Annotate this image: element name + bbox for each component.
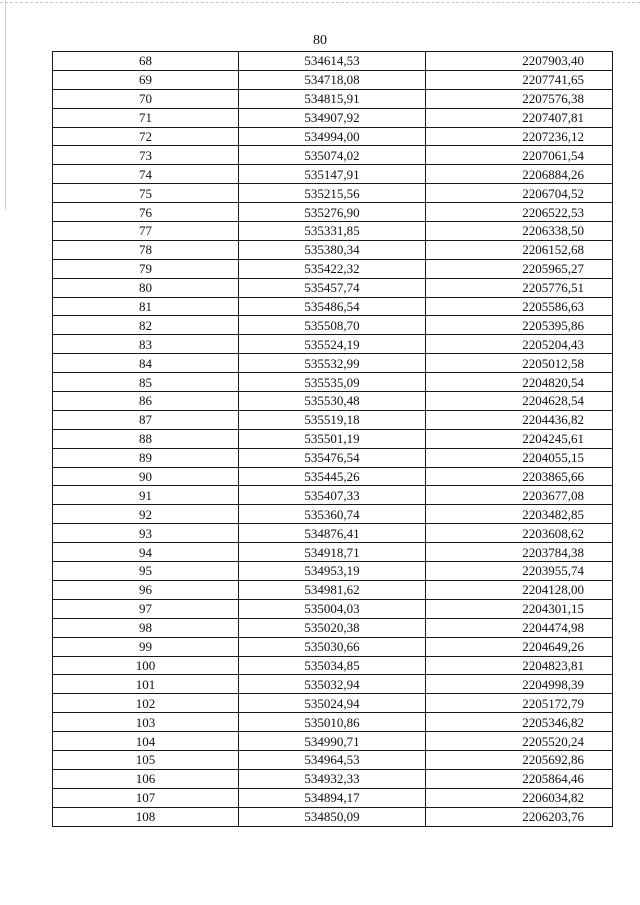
y-coordinate-cell: 2205692,86: [426, 750, 613, 769]
y-coordinate-cell: 2204820,54: [426, 373, 613, 392]
x-coordinate-cell: 534932,33: [239, 769, 426, 788]
x-coordinate-cell: 534614,53: [239, 52, 426, 71]
point-number-cell: 102: [53, 694, 239, 713]
point-number-cell: 80: [53, 278, 239, 297]
point-number-cell: 108: [53, 807, 239, 826]
y-coordinate-cell: 2203608,62: [426, 524, 613, 543]
table-row: [53, 732, 613, 751]
y-coordinate-cell: 2206338,50: [426, 222, 613, 241]
point-number-cell: 68: [53, 52, 239, 71]
table-row: [53, 599, 613, 618]
point-number-cell: 107: [53, 788, 239, 807]
y-coordinate-cell: 2207741,65: [426, 70, 613, 89]
point-number-cell: 85: [53, 373, 239, 392]
y-coordinate-cell: 2206152,68: [426, 240, 613, 259]
table-row: [53, 429, 613, 448]
table-row: [53, 656, 613, 675]
table-row: [53, 505, 613, 524]
coordinates-table-body: [53, 52, 613, 827]
y-coordinate-cell: 2207903,40: [426, 52, 613, 71]
coordinates-table: [52, 51, 613, 827]
point-number-cell: 70: [53, 89, 239, 108]
x-coordinate-cell: 534850,09: [239, 807, 426, 826]
x-coordinate-cell: 535147,91: [239, 165, 426, 184]
table-row: [53, 89, 613, 108]
x-coordinate-cell: 535331,85: [239, 222, 426, 241]
table-row: [53, 694, 613, 713]
x-coordinate-cell: 535519,18: [239, 410, 426, 429]
x-coordinate-cell: 534964,53: [239, 750, 426, 769]
table-row: [53, 524, 613, 543]
y-coordinate-cell: 2204436,82: [426, 410, 613, 429]
point-number-cell: 73: [53, 146, 239, 165]
table-row: [53, 184, 613, 203]
x-coordinate-cell: 535032,94: [239, 675, 426, 694]
table-row: [53, 769, 613, 788]
point-number-cell: 96: [53, 580, 239, 599]
table-row: [53, 259, 613, 278]
x-coordinate-cell: 534918,71: [239, 543, 426, 562]
point-number-cell: 93: [53, 524, 239, 543]
table-row: [53, 486, 613, 505]
x-coordinate-cell: 535024,94: [239, 694, 426, 713]
point-number-cell: 88: [53, 429, 239, 448]
x-coordinate-cell: 535530,48: [239, 392, 426, 411]
table-row: [53, 70, 613, 89]
x-coordinate-cell: 534981,62: [239, 580, 426, 599]
point-number-cell: 92: [53, 505, 239, 524]
point-number-cell: 86: [53, 392, 239, 411]
point-number-cell: 98: [53, 618, 239, 637]
point-number-cell: 84: [53, 354, 239, 373]
x-coordinate-cell: 534815,91: [239, 89, 426, 108]
y-coordinate-cell: 2204628,54: [426, 392, 613, 411]
x-coordinate-cell: 534994,00: [239, 127, 426, 146]
point-number-cell: 77: [53, 222, 239, 241]
point-number-cell: 106: [53, 769, 239, 788]
table-row: [53, 543, 613, 562]
table-row: [53, 562, 613, 581]
y-coordinate-cell: 2205204,43: [426, 335, 613, 354]
point-number-cell: 105: [53, 750, 239, 769]
table-row: [53, 316, 613, 335]
table-row: [53, 297, 613, 316]
y-coordinate-cell: 2205012,58: [426, 354, 613, 373]
table-row: [53, 354, 613, 373]
table-row: [53, 637, 613, 656]
table-row: [53, 240, 613, 259]
point-number-cell: 87: [53, 410, 239, 429]
x-coordinate-cell: 535215,56: [239, 184, 426, 203]
point-number-cell: 91: [53, 486, 239, 505]
scan-edge-top: [0, 2, 640, 3]
y-coordinate-cell: 2206203,76: [426, 807, 613, 826]
table-row: [53, 278, 613, 297]
y-coordinate-cell: 2207236,12: [426, 127, 613, 146]
y-coordinate-cell: 2203784,38: [426, 543, 613, 562]
point-number-cell: 89: [53, 448, 239, 467]
x-coordinate-cell: 535276,90: [239, 203, 426, 222]
scan-edge-left: [5, 0, 6, 210]
table-row: [53, 713, 613, 732]
point-number-cell: 76: [53, 203, 239, 222]
y-coordinate-cell: 2206522,53: [426, 203, 613, 222]
point-number-cell: 103: [53, 713, 239, 732]
table-row: [53, 203, 613, 222]
point-number-cell: 99: [53, 637, 239, 656]
table-row: [53, 618, 613, 637]
table-row: [53, 448, 613, 467]
table-row: [53, 788, 613, 807]
point-number-cell: 90: [53, 467, 239, 486]
y-coordinate-cell: 2204055,15: [426, 448, 613, 467]
y-coordinate-cell: 2205172,79: [426, 694, 613, 713]
x-coordinate-cell: 535407,33: [239, 486, 426, 505]
point-number-cell: 79: [53, 259, 239, 278]
x-coordinate-cell: 535360,74: [239, 505, 426, 524]
x-coordinate-cell: 535034,85: [239, 656, 426, 675]
point-number-cell: 95: [53, 562, 239, 581]
point-number-cell: 69: [53, 70, 239, 89]
y-coordinate-cell: 2207576,38: [426, 89, 613, 108]
y-coordinate-cell: 2204649,26: [426, 637, 613, 656]
y-coordinate-cell: 2204998,39: [426, 675, 613, 694]
y-coordinate-cell: 2205395,86: [426, 316, 613, 335]
table-row: [53, 410, 613, 429]
y-coordinate-cell: 2206034,82: [426, 788, 613, 807]
y-coordinate-cell: 2203482,85: [426, 505, 613, 524]
point-number-cell: 72: [53, 127, 239, 146]
table-row: [53, 127, 613, 146]
x-coordinate-cell: 535532,99: [239, 354, 426, 373]
x-coordinate-cell: 535486,54: [239, 297, 426, 316]
table-row: [53, 580, 613, 599]
y-coordinate-cell: 2205586,63: [426, 297, 613, 316]
x-coordinate-cell: 535422,32: [239, 259, 426, 278]
y-coordinate-cell: 2204823,81: [426, 656, 613, 675]
table-row: [53, 52, 613, 71]
x-coordinate-cell: 535457,74: [239, 278, 426, 297]
y-coordinate-cell: 2206704,52: [426, 184, 613, 203]
y-coordinate-cell: 2205520,24: [426, 732, 613, 751]
table-row: [53, 108, 613, 127]
y-coordinate-cell: 2207407,81: [426, 108, 613, 127]
point-number-cell: 78: [53, 240, 239, 259]
x-coordinate-cell: 534907,92: [239, 108, 426, 127]
x-coordinate-cell: 535074,02: [239, 146, 426, 165]
y-coordinate-cell: 2203677,08: [426, 486, 613, 505]
point-number-cell: 75: [53, 184, 239, 203]
table-row: [53, 675, 613, 694]
x-coordinate-cell: 535535,09: [239, 373, 426, 392]
table-row: [53, 335, 613, 354]
x-coordinate-cell: 535508,70: [239, 316, 426, 335]
table-row: [53, 146, 613, 165]
y-coordinate-cell: 2203865,66: [426, 467, 613, 486]
x-coordinate-cell: 535004,03: [239, 599, 426, 618]
table-row: [53, 467, 613, 486]
y-coordinate-cell: 2204474,98: [426, 618, 613, 637]
x-coordinate-cell: 535030,66: [239, 637, 426, 656]
x-coordinate-cell: 534953,19: [239, 562, 426, 581]
y-coordinate-cell: 2204301,15: [426, 599, 613, 618]
table-row: [53, 750, 613, 769]
page-number: 80: [313, 33, 327, 48]
x-coordinate-cell: 535501,19: [239, 429, 426, 448]
y-coordinate-cell: 2207061,54: [426, 146, 613, 165]
table-row: [53, 392, 613, 411]
x-coordinate-cell: 535476,54: [239, 448, 426, 467]
x-coordinate-cell: 534894,17: [239, 788, 426, 807]
y-coordinate-cell: 2205346,82: [426, 713, 613, 732]
x-coordinate-cell: 535020,38: [239, 618, 426, 637]
y-coordinate-cell: 2205965,27: [426, 259, 613, 278]
table-row: [53, 807, 613, 826]
y-coordinate-cell: 2205864,46: [426, 769, 613, 788]
x-coordinate-cell: 535380,34: [239, 240, 426, 259]
x-coordinate-cell: 534876,41: [239, 524, 426, 543]
y-coordinate-cell: 2204128,00: [426, 580, 613, 599]
table-row: [53, 373, 613, 392]
y-coordinate-cell: 2204245,61: [426, 429, 613, 448]
x-coordinate-cell: 535524,19: [239, 335, 426, 354]
x-coordinate-cell: 534718,08: [239, 70, 426, 89]
point-number-cell: 100: [53, 656, 239, 675]
table-row: [53, 222, 613, 241]
point-number-cell: 101: [53, 675, 239, 694]
x-coordinate-cell: 535445,26: [239, 467, 426, 486]
point-number-cell: 81: [53, 297, 239, 316]
x-coordinate-cell: 534990,71: [239, 732, 426, 751]
point-number-cell: 83: [53, 335, 239, 354]
table-row: [53, 165, 613, 184]
y-coordinate-cell: 2205776,51: [426, 278, 613, 297]
point-number-cell: 74: [53, 165, 239, 184]
point-number-cell: 104: [53, 732, 239, 751]
point-number-cell: 94: [53, 543, 239, 562]
x-coordinate-cell: 535010,86: [239, 713, 426, 732]
point-number-cell: 71: [53, 108, 239, 127]
y-coordinate-cell: 2203955,74: [426, 562, 613, 581]
point-number-cell: 82: [53, 316, 239, 335]
point-number-cell: 97: [53, 599, 239, 618]
y-coordinate-cell: 2206884,26: [426, 165, 613, 184]
